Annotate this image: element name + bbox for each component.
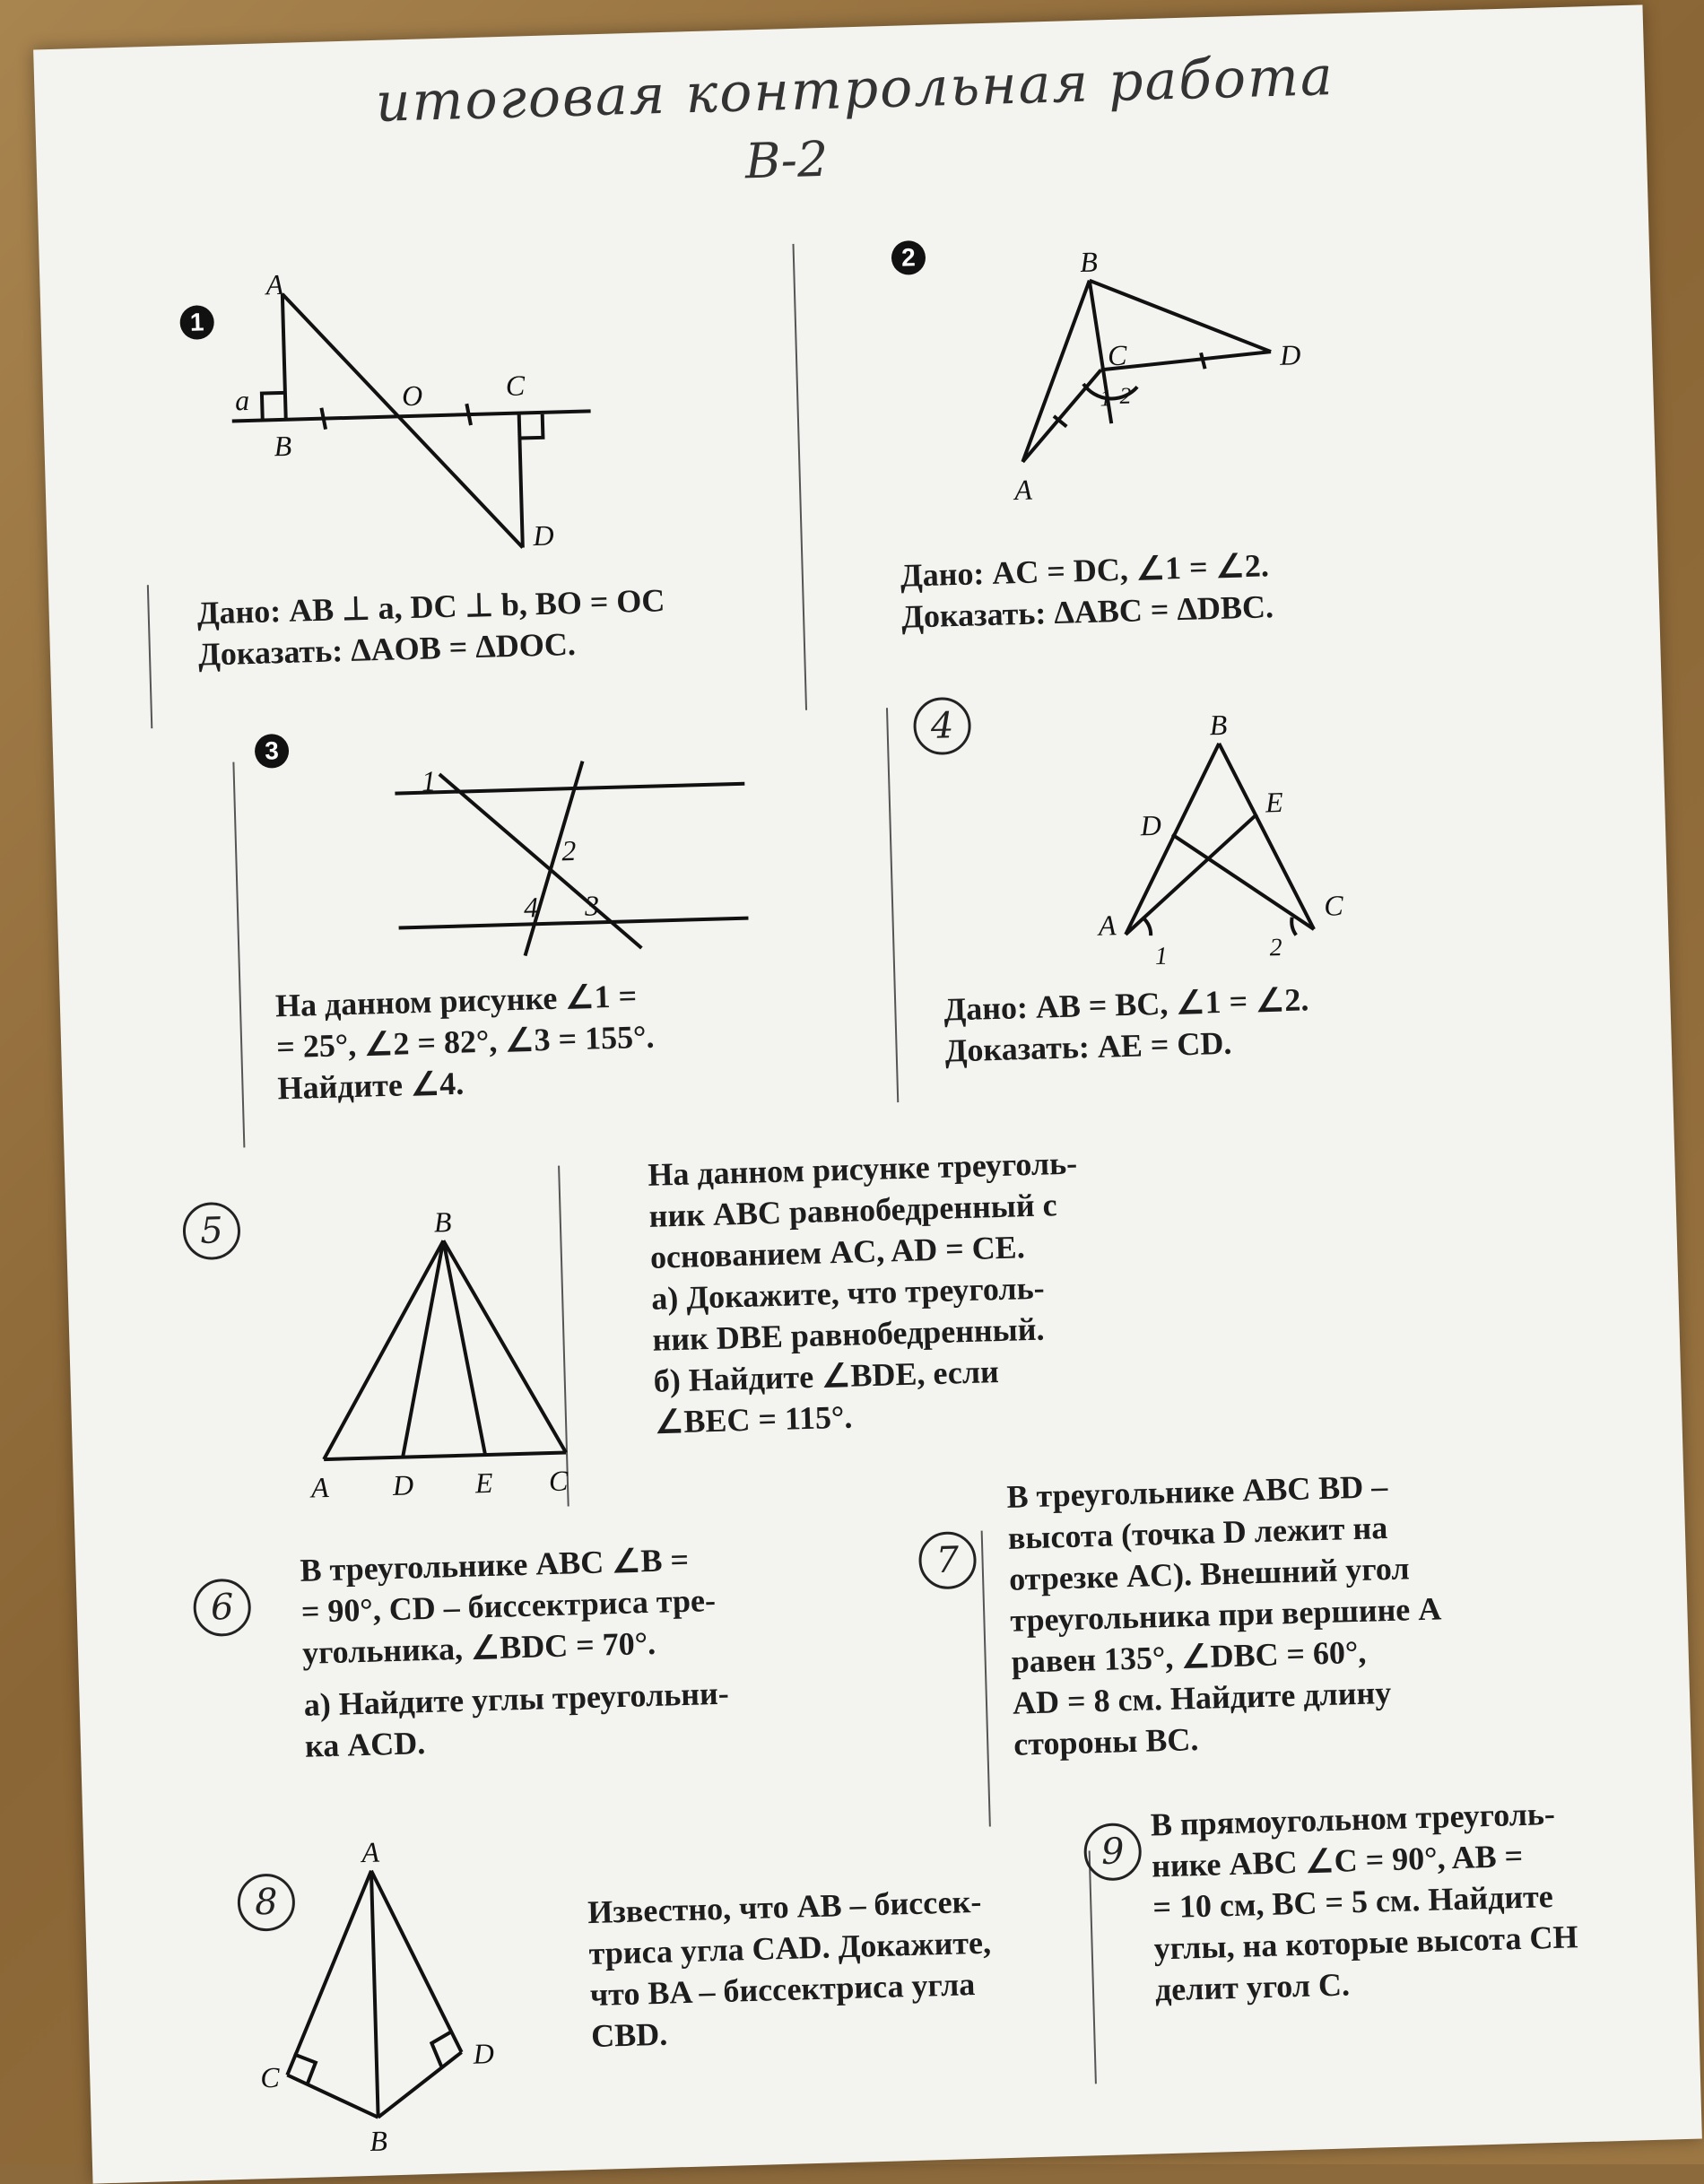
segment-DB <box>377 2052 464 2118</box>
segment-AD <box>371 1868 462 2055</box>
task-5-number: 5 <box>182 1202 241 1261</box>
label-A: A <box>310 1470 330 1504</box>
task-8-text <box>587 1881 994 2057</box>
task-6-line-1: В треугольнике ABC ∠B = <box>300 1541 690 1588</box>
task-7-line-2: высота (точка D лежит на <box>1007 1510 1388 1556</box>
worksheet-paper <box>33 4 1702 2183</box>
label-B: B <box>1209 708 1228 742</box>
task-7-line-6: AD = 8 см. Найдите длину <box>1012 1674 1392 1721</box>
divider-left-2 <box>232 762 245 1148</box>
segment-BC <box>443 1238 566 1457</box>
task-3-number: 3 <box>255 734 290 769</box>
task-4-number: 4 <box>913 697 972 756</box>
label-C: C <box>548 1464 569 1498</box>
task-5-figure <box>299 1201 585 1505</box>
task-8-line-3: что BA – биссектриса угла <box>589 1966 976 2014</box>
task-7-line-5: равен 135°, ∠DBC = 60°, <box>1011 1633 1367 1680</box>
segment-AC <box>324 1453 566 1460</box>
label-angle-4: 4 <box>523 891 539 924</box>
task-3-figure <box>385 747 767 964</box>
label-A: A <box>1098 909 1117 942</box>
label-a: a <box>234 383 250 417</box>
task-8-line-4: CBD. <box>590 2015 668 2055</box>
task-2-prove: Доказать: ΔABC = ΔDBC. <box>900 588 1274 635</box>
segment-AB <box>371 1871 378 2118</box>
segment-AB <box>283 294 286 420</box>
task-5-line-5: ник DBE равнобедренный. <box>651 1310 1045 1358</box>
segment-BA <box>1120 744 1224 935</box>
label-B: B <box>1079 245 1099 279</box>
label-angle-2: 2 <box>1118 382 1132 409</box>
task-5-line-7: ∠BEC = 115°. <box>654 1398 853 1440</box>
label-D: D <box>1279 338 1301 371</box>
task-5-line-6: б) Найдите ∠BDE, если <box>653 1353 1000 1399</box>
label-C: C <box>1107 338 1127 372</box>
right-angle-mark-B <box>262 393 286 421</box>
handwritten-variant: В-2 <box>744 130 830 190</box>
task-7-line-1: В треугольнике ABC BD – <box>1006 1467 1388 1515</box>
task-8-figure <box>236 1831 541 2180</box>
label-B: B <box>274 429 292 463</box>
divider-vertical-1 <box>792 244 807 710</box>
divider-left-1 <box>147 585 152 728</box>
segment-CB <box>287 2073 378 2120</box>
task-3-text <box>274 975 656 1109</box>
label-A: A <box>1013 473 1033 507</box>
task-9-line-1: В прямоугольном треуголь- <box>1150 1795 1556 1843</box>
label-angle-2: 2 <box>1269 934 1283 962</box>
task-6-part-a-1: а) Найдите углы треугольни- <box>303 1675 730 1723</box>
task-4-text <box>943 979 1311 1071</box>
task-3-line-2: = 25°, ∠2 = 82°, ∠3 = 155°. <box>275 1018 655 1066</box>
label-B: B <box>433 1205 452 1239</box>
task-6-number: 6 <box>193 1578 252 1637</box>
task-4-given: Дано: AB = BC, ∠1 = ∠2. <box>943 981 1309 1028</box>
task-1-given: Дано: AB ⊥ a, DC ⊥ b, BO = OC <box>196 582 665 631</box>
tick-OC <box>466 404 471 425</box>
task-7-number: 7 <box>918 1531 978 1590</box>
task-5-line-1: На данном рисунке треуголь- <box>647 1144 1078 1193</box>
segment-AD <box>283 288 523 554</box>
task-4-prove: Доказать: AE = CD. <box>944 1024 1232 1069</box>
handwritten-title: итоговая контрольная работа <box>374 45 1335 135</box>
label-angle-1: 1 <box>1154 942 1169 970</box>
label-C: C <box>259 2060 281 2094</box>
task-7-line-7: стороны BC. <box>1013 1720 1199 1762</box>
task-8-line-2: триса угла CAD. Докажите, <box>588 1924 992 1972</box>
label-A: A <box>265 267 284 301</box>
task-1-text <box>196 579 666 675</box>
task-2-figure <box>999 238 1347 516</box>
label-O: O <box>401 379 423 413</box>
task-1-prove: Доказать: ΔAOB = ΔDOC. <box>197 625 577 673</box>
segment-CD <box>519 413 523 548</box>
task-9-line-2: нике ABC ∠C = 90°, AB = <box>1151 1837 1524 1884</box>
task-7-line-3: отрезке AC). Внешний угол <box>1008 1550 1410 1597</box>
segment-BA <box>1018 281 1095 462</box>
segment-AC <box>1021 370 1104 461</box>
task-6-line-2: = 90°, CD – биссектриса тре- <box>300 1581 717 1630</box>
parallel-line-bottom <box>399 918 749 928</box>
label-E: E <box>474 1466 493 1500</box>
label-C: C <box>1323 889 1344 922</box>
task-9-text <box>1150 1792 1579 2010</box>
task-5-line-3: основанием AC, AD = CE. <box>649 1229 1026 1275</box>
angle-arc-2 <box>1291 918 1296 935</box>
task-9-line-5: делит угол C. <box>1154 1966 1351 2008</box>
tick-BO <box>321 408 326 430</box>
parallel-line-top <box>395 784 744 794</box>
task-1-number: 1 <box>179 305 214 340</box>
task-6-part-a-2: ка ACD. <box>304 1725 426 1764</box>
label-D: D <box>532 518 555 553</box>
task-5-line-4: а) Докажите, что треуголь- <box>650 1269 1046 1317</box>
tick-CD <box>1201 352 1205 369</box>
task-5-line-2: ник ABC равнобедренный с <box>648 1187 1058 1234</box>
task-4-figure <box>1083 703 1387 980</box>
label-C: C <box>505 369 526 402</box>
task-1-figure <box>219 258 604 556</box>
divider-vertical-5 <box>1089 1850 1097 2084</box>
task-6-text <box>300 1538 731 1767</box>
task-2-number: 2 <box>891 240 926 275</box>
task-7-text <box>1006 1464 1446 1764</box>
task-9-number: 9 <box>1083 1823 1143 1882</box>
task-9-line-3: = 10 см, BC = 5 см. Найдите <box>1152 1878 1554 1926</box>
label-B: B <box>369 2124 388 2157</box>
task-2-text <box>900 544 1274 638</box>
task-6-line-3: угольника, ∠BDC = 70°. <box>301 1624 656 1671</box>
task-2-given: Дано: AC = DC, ∠1 = ∠2. <box>900 547 1270 594</box>
task-3-line-3: Найдите ∠4. <box>276 1065 465 1107</box>
right-angle-mark-C <box>519 414 543 439</box>
segment-BE <box>443 1240 485 1456</box>
segment-BA <box>317 1240 449 1459</box>
task-8-number: 8 <box>237 1873 296 1932</box>
label-E: E <box>1265 785 1284 819</box>
divider-vertical-2 <box>886 708 899 1102</box>
label-A: A <box>361 1835 380 1869</box>
label-D: D <box>473 2037 495 2070</box>
label-D: D <box>1140 808 1162 842</box>
segment-AC <box>282 1871 377 2075</box>
label-angle-1: 1 <box>1100 385 1112 412</box>
divider-vertical-4 <box>981 1531 991 1827</box>
task-9-line-4: углы, на которые высота CH <box>1153 1919 1578 1967</box>
label-angle-2: 2 <box>561 833 577 867</box>
label-angle-3: 3 <box>584 889 600 922</box>
label-D: D <box>392 1468 414 1501</box>
label-angle-1: 1 <box>421 764 437 797</box>
task-3-line-1: На данном рисунке ∠1 = <box>274 978 638 1024</box>
segment-BD <box>396 1240 449 1457</box>
angle-arc-1 <box>1143 918 1152 935</box>
task-5-text <box>648 1143 1085 1443</box>
task-8-line-1: Известно, что AB – биссек- <box>587 1883 982 1931</box>
task-7-line-4: треугольника при вершине A <box>1009 1590 1442 1639</box>
